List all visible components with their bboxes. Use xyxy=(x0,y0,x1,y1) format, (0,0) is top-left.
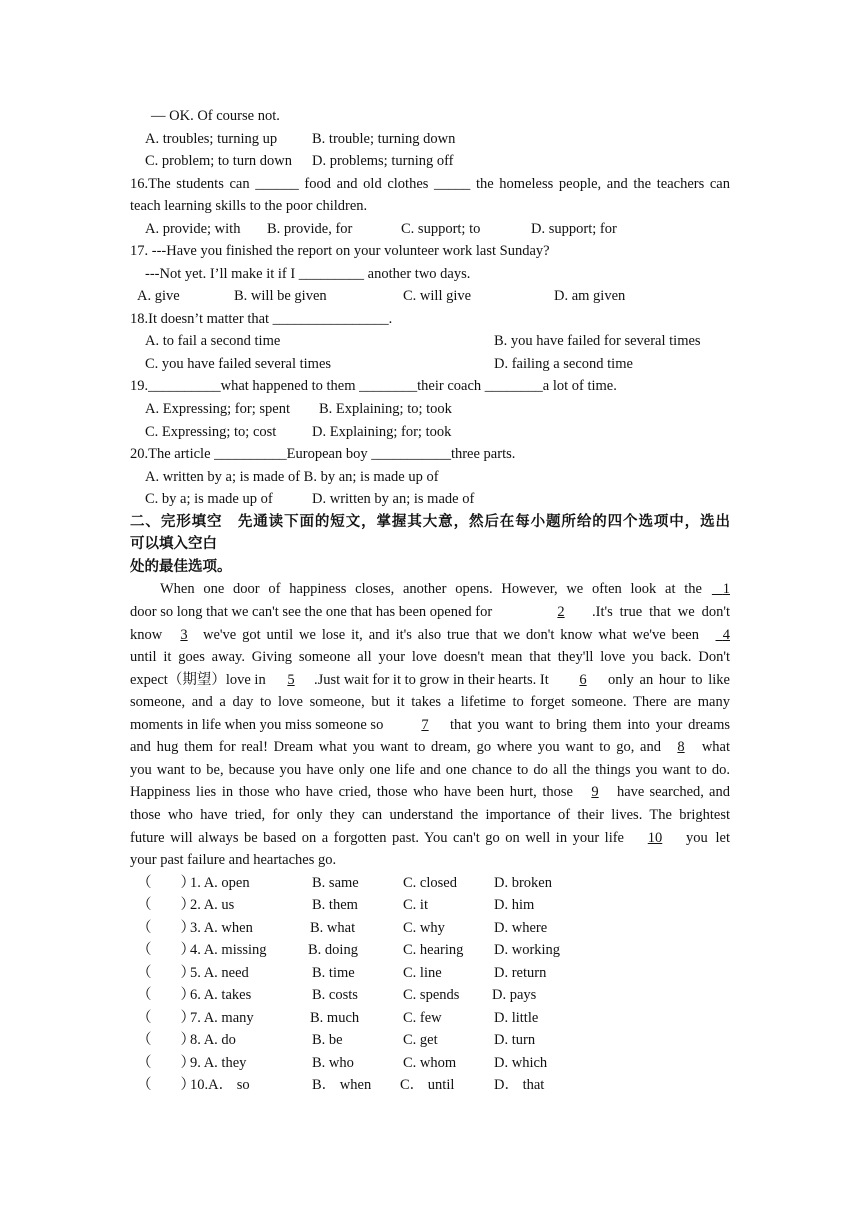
passage-text: .It's true that we don't xyxy=(592,604,730,620)
passage-text: When one door of happiness closes, another opens. However, we often look at the xyxy=(160,581,702,597)
passage-text: we've got until we lose it, and it's also true that we don't know what we've been xyxy=(203,627,699,643)
answer-paren[interactable]: （ ） xyxy=(137,897,195,913)
q18-option-d: D. failing a second time xyxy=(494,356,633,372)
q19-stem: 19.__________what happened to them ________their coach ________a lot of time. xyxy=(130,378,617,394)
option-d: D． that xyxy=(494,1077,545,1093)
option-b: B. costs xyxy=(312,987,358,1003)
option-c: C. get xyxy=(403,1032,438,1048)
blank-number: 10 xyxy=(647,830,663,846)
passage-text: you let xyxy=(686,830,730,846)
answer-paren[interactable]: （ ） xyxy=(137,920,195,936)
q20-option-ab: A. written by a; is made of B. by an; is made up of xyxy=(145,469,439,485)
passage-text: know xyxy=(130,627,163,643)
q18-option-b: B. you have failed for several times xyxy=(494,333,701,349)
option-d: D. broken xyxy=(494,875,552,891)
option-a: 8. A. do xyxy=(190,1032,236,1048)
blank-number: 4 xyxy=(722,627,730,643)
blank-number: 6 xyxy=(579,672,587,688)
passage-text: future will always be based on a forgotten past. You can't go on well in your life xyxy=(130,830,624,846)
passage-text: moments in life when you miss someone so xyxy=(130,717,384,733)
passage-text: only an hour to like xyxy=(608,672,730,688)
passage-line-11: those who have tried, for only they can understand the importance of their lives. The brightest xyxy=(130,807,730,823)
option-c: C. hearing xyxy=(403,942,464,958)
option-b: B. them xyxy=(312,897,358,913)
option-b: B. who xyxy=(312,1055,354,1071)
option-c: C. closed xyxy=(403,875,457,891)
passage-text: .Just wait for it to grow in their hearts. It xyxy=(314,672,549,688)
blank-6 xyxy=(558,671,608,689)
section2-heading-line2: 可以填入空白 xyxy=(130,536,217,552)
q19-option-b: B. Explaining; to; took xyxy=(319,401,452,417)
option-a: 6. A. takes xyxy=(190,987,252,1003)
passage-text: and hug them for real! Dream what you want to dream, go where you want to go, and xyxy=(130,739,661,755)
passage-line-6: someone, and a day to love someone, but it takes a lifetime to forget someone. There are many xyxy=(130,694,730,710)
passage-text: that you want to bring them into your dreams xyxy=(450,717,730,733)
q19-option-d: D. Explaining; for; took xyxy=(312,424,452,440)
blank-5 xyxy=(268,671,314,689)
blank-10 xyxy=(624,829,686,847)
q18-option-c: C. you have failed several times xyxy=(145,356,332,372)
answer-paren[interactable]: （ ） xyxy=(137,942,195,958)
blank-2 xyxy=(530,603,592,621)
option-a: 4. A. missing xyxy=(190,942,267,958)
option-d: D. little xyxy=(494,1010,539,1026)
option-c: C. why xyxy=(403,920,445,936)
blank-number: 3 xyxy=(180,627,188,643)
q20-option-d: D. written by an; is made of xyxy=(312,491,475,507)
blank-number: 7 xyxy=(421,717,429,733)
passage-line-13: your past failure and heartaches go. xyxy=(130,852,337,868)
q16-option-b: B. provide, for xyxy=(267,221,353,237)
q15-option-d: D. problems; turning off xyxy=(312,153,454,169)
q19-option-c: C. Expressing; to; cost xyxy=(145,424,277,440)
q17-option-c: C. will give xyxy=(403,288,472,304)
answer-paren[interactable]: （ ） xyxy=(137,1010,195,1026)
passage-text: Happiness lies in those who have cried, those who have been hurt, those xyxy=(130,784,573,800)
q16-option-c: C. support; to xyxy=(401,221,481,237)
option-d: D. return xyxy=(494,965,547,981)
option-a: 9. A. they xyxy=(190,1055,247,1071)
option-a: 2. A. us xyxy=(190,897,235,913)
q18-stem: 18.It doesn’t matter that ________________. xyxy=(130,311,393,327)
option-b: B． when xyxy=(312,1077,372,1093)
option-d: D. which xyxy=(494,1055,548,1071)
q19-option-a: A. Expressing; for; spent xyxy=(145,401,290,417)
q17-stem-line1: 17. ---Have you finished the report on your volunteer work last Sunday? xyxy=(130,243,550,259)
q17-option-d: D. am given xyxy=(554,288,626,304)
option-c: C. whom xyxy=(403,1055,457,1071)
section2-heading-line1: 二、完形填空 先通读下面的短文，掌握其大意，然后在每小题所给的四个选项中，选出 xyxy=(130,514,730,530)
option-d: D. working xyxy=(494,942,561,958)
option-b: B. same xyxy=(312,875,359,891)
option-a: 7. A. many xyxy=(190,1010,254,1026)
option-a: 5. A. need xyxy=(190,965,249,981)
blank-9 xyxy=(573,783,617,801)
blank-number: 5 xyxy=(287,672,295,688)
q16-stem-line2: teach learning skills to the poor children. xyxy=(130,198,368,214)
option-d: D. him xyxy=(494,897,535,913)
option-b: B. time xyxy=(312,965,355,981)
option-c: C. spends xyxy=(403,987,460,1003)
option-b: B. be xyxy=(312,1032,343,1048)
passage-text: door so long that we can't see the one that has been opened for xyxy=(130,604,493,620)
option-a: 3. A. when xyxy=(190,920,253,936)
option-d: D. pays xyxy=(492,987,537,1003)
option-c: C. line xyxy=(403,965,442,981)
option-b: B. doing xyxy=(308,942,358,958)
answer-paren[interactable]: （ ） xyxy=(137,1077,195,1093)
blank-number: 1 xyxy=(722,581,730,597)
blank-1 xyxy=(702,580,730,598)
answer-paren[interactable]: （ ） xyxy=(137,987,195,1003)
option-b: B. what xyxy=(310,920,356,936)
answer-paren[interactable]: （ ） xyxy=(137,965,195,981)
q15-option-c: C. problem; to turn down xyxy=(145,153,293,169)
blank-number: 8 xyxy=(677,739,685,755)
section2-heading-line3: 处的最佳选项。 xyxy=(130,559,232,575)
q20-option-c: C. by a; is made up of xyxy=(145,491,273,507)
q17-option-a: A. give xyxy=(137,288,180,304)
option-a: 1. A. open xyxy=(190,875,250,891)
blank-number: 9 xyxy=(591,784,599,800)
q15-option-a: A. troubles; turning up xyxy=(145,131,278,147)
passage-text: expect（期望）love in xyxy=(130,672,266,688)
answer-paren[interactable]: （ ） xyxy=(137,1032,195,1048)
option-b: B. much xyxy=(310,1010,360,1026)
passage-line-4: until it goes away. Giving someone all your love doesn't mean that they'll love you back. Don't xyxy=(130,649,730,665)
option-a: 10.A． so xyxy=(190,1077,250,1093)
blank-4 xyxy=(705,626,730,644)
q16-option-d: D. support; for xyxy=(531,221,617,237)
option-c: C． until xyxy=(400,1077,455,1093)
q17-stem-line2: ---Not yet. I’ll make it if I _________ another two days. xyxy=(145,266,471,282)
passage-text: what xyxy=(701,739,730,755)
passage-line-9: you want to be, because you have only one life and one chance to do all the things you want to do. xyxy=(130,762,730,778)
answer-paren[interactable]: （ ） xyxy=(137,875,195,891)
q16-option-a: A. provide; with xyxy=(145,221,241,237)
q16-stem-line1: 16.The students can ______ food and old clothes _____ the homeless people, and the teachers can xyxy=(130,176,730,192)
blank-number: 2 xyxy=(557,604,565,620)
option-d: D. where xyxy=(494,920,548,936)
blank-7 xyxy=(400,716,450,734)
passage-text: have searched, and xyxy=(617,784,730,800)
option-c: C. it xyxy=(403,897,428,913)
q18-option-a: A. to fail a second time xyxy=(145,333,281,349)
q17-option-b: B. will be given xyxy=(234,288,327,304)
q15-option-b: B. trouble; turning down xyxy=(312,131,456,147)
option-d: D. turn xyxy=(494,1032,536,1048)
answer-paren[interactable]: （ ） xyxy=(137,1055,195,1071)
blank-3 xyxy=(165,626,203,644)
option-c: C. few xyxy=(403,1010,442,1026)
blank-8 xyxy=(661,738,701,756)
q15-reply: — OK. Of course not. xyxy=(151,108,280,124)
q20-stem: 20.The article __________European boy ___________three parts. xyxy=(130,446,516,462)
